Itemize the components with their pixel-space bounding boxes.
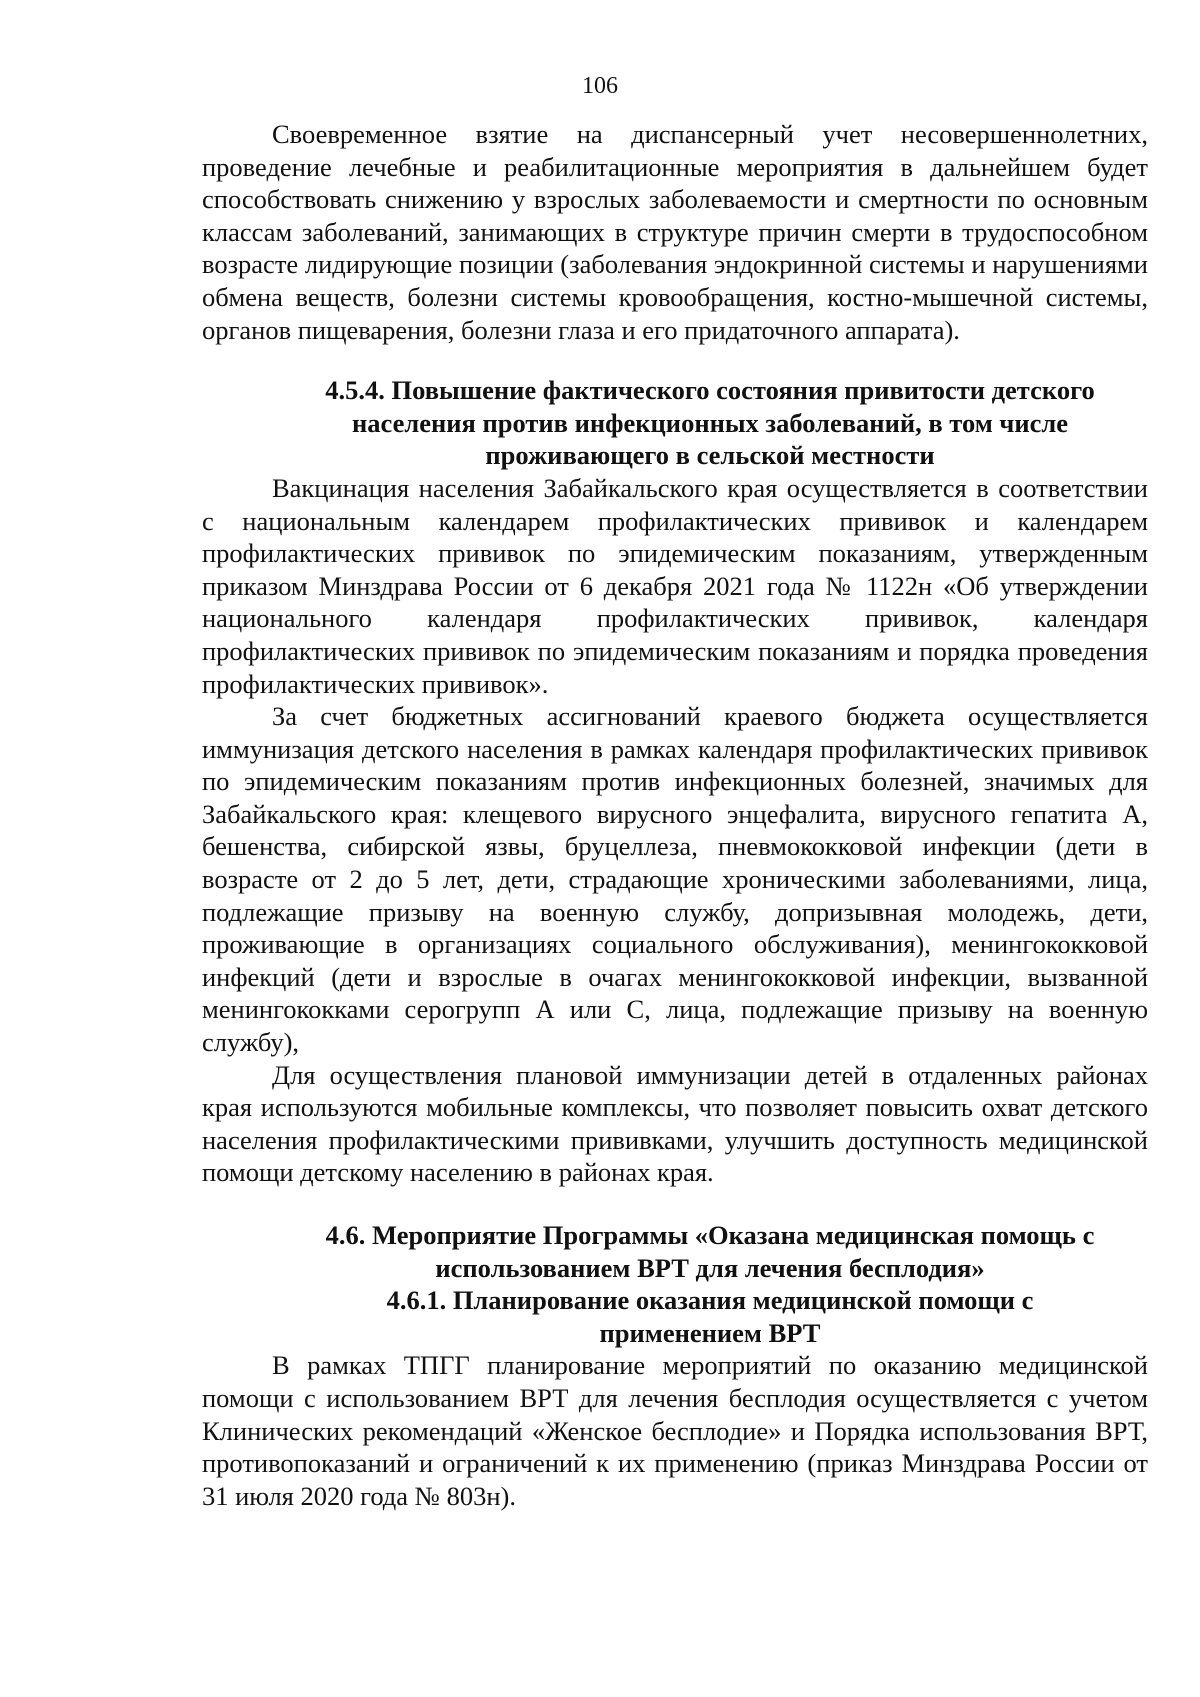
heading-line: 4.5.4. Повышение фактического состояния привитости детского bbox=[325, 375, 1095, 406]
paragraph-mobile-complexes: Для осуществления плановой иммунизации детей в отдаленных районах края используются мобильные комплексы, что позволяет повысить охват детского населения профилактическими прививками, улучшить доступность медицинской помощи детскому населению в районах края. bbox=[202, 1059, 1148, 1188]
page-content bbox=[202, 118, 1148, 1512]
heading-line: применением ВРТ bbox=[599, 1317, 821, 1348]
paragraph-dispensary: Своевременное взятие на диспансерный учет несовершеннолетних, проведение лечебные и реабилитационные мероприятия в дальнейшем будет способствовать снижению у взрослых заболеваемости и смертности по основным классам заболеваний, занимающих в структуре причин смерти в трудоспособном возрасте лидирующие позиции (заболевания эндокринной системы и нарушениями обмена веществ, болезни системы кровообращения, костно-мышечной системы, органов пищеварения, болезни глаза и его придаточного аппарата). bbox=[202, 119, 1148, 345]
heading-line: 4.6. Мероприятие Программы «Оказана медицинская помощь с bbox=[325, 1220, 1095, 1250]
paragraph-art-planning: В рамках ТПГГ планирование мероприятий по оказанию медицинской помощи с использованием ВРТ для лечения бесплодия осуществляется с учетом Клинических рекомендаций «Женское бесплодие» и Порядка использования ВРТ, противопоказаний и ограничений к их применению (приказ Минздрава России от 31 июля 2020 года № 803н). bbox=[202, 1350, 1148, 1511]
heading-line: использованием ВРТ для лечения бесплодия» bbox=[435, 1252, 985, 1283]
heading-line: проживающего в сельской местности bbox=[485, 440, 935, 471]
page-number: 106 bbox=[582, 73, 618, 99]
paragraph-budget-immunization: За счет бюджетных ассигнований краевого бюджета осуществляется иммунизация детского населения в рамках календаря профилактических прививок по эпидемическим показаниям против инфекционных болезней, значимых для Забайкальского края: клещевого вирусного энцефалита, вирусного гепатита А, бешенства, сибирской язвы, бруцеллеза, пневмококковой инфекции (дети в возрасте от 2 до 5 лет, дети, страдающие хроническими заболеваниями, лица, подлежащие призыву на военную службу, допризывная молодежь, дети, проживающие в организациях социального обслуживания), менингококковой инфекций (дети и взрослые в очагах менингококковой инфекции, вызванной менингококками серогрупп А или С, лица, подлежащие призыву на военную службу), bbox=[202, 701, 1148, 1058]
section-heading-4-6 bbox=[202, 1219, 1148, 1284]
heading-line: населения против инфекционных заболеваний, в том числе bbox=[352, 407, 1068, 438]
heading-line: 4.6.1. Планирование оказания медицинской помощи с bbox=[386, 1285, 1034, 1316]
paragraph-vaccination: Вакцинация населения Забайкальского края осуществляется в соответствии с национальным календарем профилактических прививок и календарем профилактических прививок по эпидемическим показаниям, утвержденным приказом Минздрава России от 6 декабря 2021 года № 1122н «Об утверждении национального календаря профилактических прививок, календаря профилактических прививок по эпидемическим показаниям и порядка проведения профилактических прививок». bbox=[202, 472, 1148, 699]
section-heading-4-5-4 bbox=[202, 374, 1148, 472]
section-heading-4-6-1 bbox=[202, 1284, 1148, 1349]
